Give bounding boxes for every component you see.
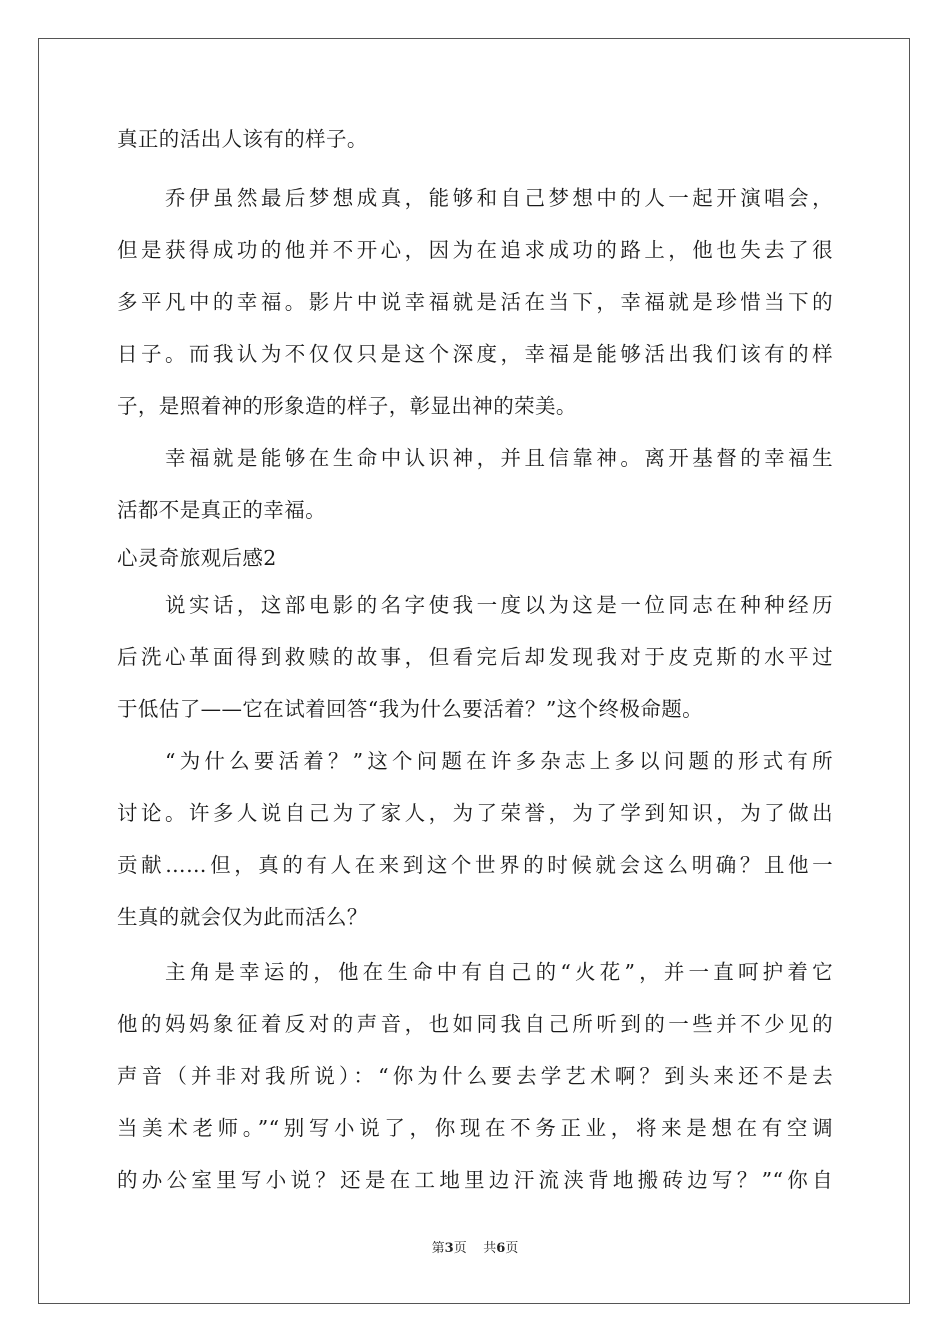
- page-number-label: 第3页: [431, 1241, 467, 1256]
- text-line: 于低估了——它在试着回答“我为什么要活着？”这个终极命题。: [117, 697, 704, 721]
- paragraph-start-line: 主角是幸运的，他在生命中有自己的“火花”，并一直呵护着它: [165, 960, 833, 984]
- text-line: 讨论。许多人说自己为了家人，为了荣誉，为了学到知识，为了做出: [117, 801, 833, 825]
- total-pages-label: 共6页: [483, 1241, 519, 1256]
- text-line: 子，是照着神的形象造的样子，彰显出神的荣美。: [117, 394, 577, 418]
- paragraph-start-line: “为什么要活着？”这个问题在许多杂志上多以问题的形式有所: [165, 749, 833, 773]
- text-line: 多平凡中的幸福。影片中说幸福就是活在当下，幸福就是珍惜当下的: [117, 290, 833, 314]
- text-line: 但是获得成功的他并不开心，因为在追求成功的路上，他也失去了很: [117, 238, 833, 262]
- text-line: 当美术老师。”“别写小说了，你现在不务正业，将来是想在有空调: [117, 1116, 833, 1140]
- paragraph-start-line: 说实话，这部电影的名字使我一度以为这是一位同志在种种经历: [165, 593, 833, 617]
- text-line: 的办公室里写小说？还是在工地里边汗流浃背地搬砖边写？”“你自: [117, 1168, 833, 1192]
- text-line: 声音（并非对我所说）：“你为什么要去学艺术啊？到头来还不是去: [117, 1064, 833, 1088]
- text-line: 后洗心革面得到救赎的故事，但看完后却发现我对于皮克斯的水平过: [117, 645, 833, 669]
- text-line: 贡献……但，真的有人在来到这个世界的时候就会这么明确？且他一: [117, 853, 833, 877]
- section-heading: 心灵奇旅观后感2: [117, 546, 277, 570]
- current-page-number: 3: [444, 1241, 454, 1256]
- paragraph-start-line: 乔伊虽然最后梦想成真，能够和自己梦想中的人一起开演唱会，: [165, 186, 833, 210]
- text-line: 他的妈妈象征着反对的声音，也如同我自己所听到的一些并不少见的: [117, 1012, 833, 1036]
- text-line: 活都不是真正的幸福。: [117, 498, 326, 522]
- page-footer: [0, 1240, 950, 1258]
- paragraph-start-line: 幸福就是能够在生命中认识神，并且信靠神。离开基督的幸福生: [165, 446, 833, 470]
- text-line: 生真的就会仅为此而活么？: [117, 905, 368, 929]
- text-line: 真正的活出人该有的样子。: [117, 127, 368, 151]
- text-line: 日子。而我认为不仅仅只是这个深度，幸福是能够活出我们该有的样: [117, 342, 833, 366]
- total-page-count: 6: [496, 1241, 506, 1256]
